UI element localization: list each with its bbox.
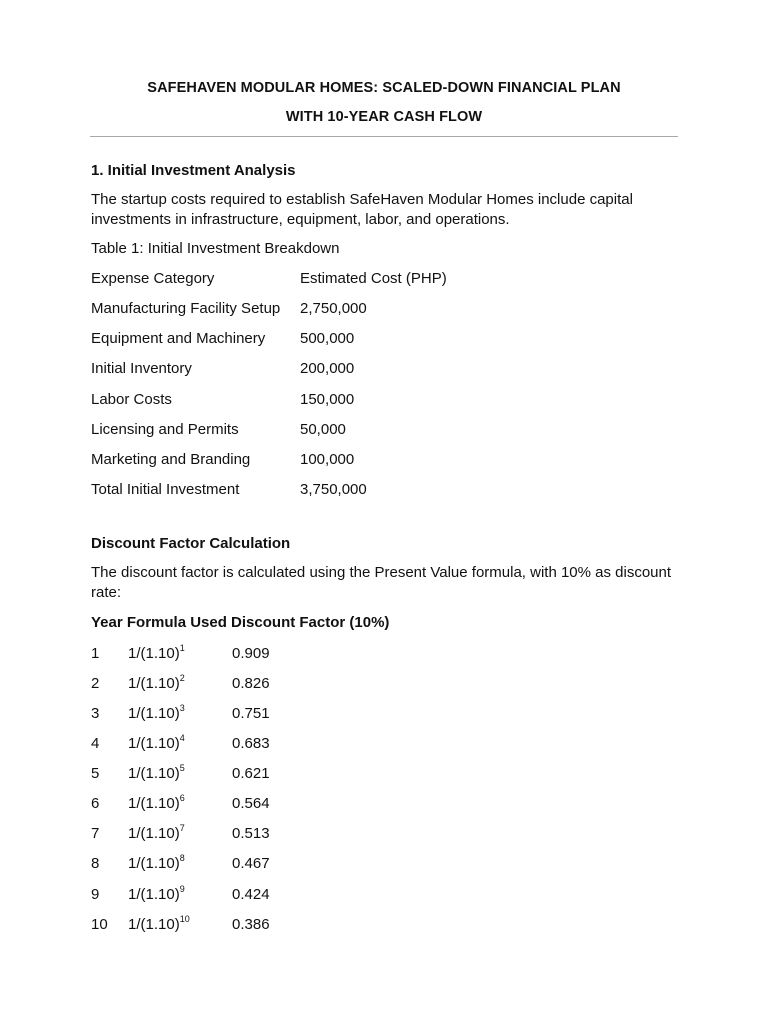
discount-row-formula: $1/(1.10)^1$ (128, 643, 185, 662)
formula-exponent: 6 (179, 793, 185, 803)
investment-row-cost: 50,000 (300, 421, 346, 438)
investment-row-cost: 100,000 (300, 451, 355, 468)
investment-row-category: Initial Inventory (91, 360, 192, 377)
section-1-heading: 1. Initial Investment Analysis (91, 162, 296, 179)
discount-row-year: 10 (91, 916, 108, 933)
discount-row-formula: $1/(1.10)^5$ (128, 763, 185, 782)
formula-exponent: 8 (179, 853, 185, 863)
investment-row-category: Manufacturing Facility Setup (91, 300, 281, 317)
investment-row-cost: 2,750,000 (300, 300, 367, 317)
discount-row-year: 9 (91, 886, 100, 903)
discount-row-year: 7 (91, 825, 100, 842)
investment-row-category: Licensing and Permits (91, 421, 239, 438)
investment-row-category: Marketing and Branding (91, 451, 251, 468)
document-title-line-1: SAFEHAVEN MODULAR HOMES: SCALED-DOWN FINANCIAL PLAN (147, 80, 621, 96)
investment-row-category: Labor Costs (91, 391, 172, 408)
discount-row-factor: 0.386 (232, 916, 270, 933)
discount-row-formula: $1/(1.10)^3$ (128, 703, 185, 722)
section-2-paragraph: The discount factor is calculated using the Present Value formula, with 10% as discount rate: (91, 564, 672, 601)
discount-row-formula: $1/(1.10)^9$ (128, 884, 185, 903)
discount-row-formula: $1/(1.10)^2$ (128, 673, 185, 692)
discount-row-factor: 0.683 (232, 735, 270, 752)
table-1-caption: Table 1: Initial Investment Breakdown (91, 240, 340, 257)
discount-row-year: 6 (91, 795, 100, 812)
discount-table-header: Year Formula Used Discount Factor (10%) (91, 614, 390, 631)
investment-row-cost: 150,000 (300, 391, 355, 408)
investment-header-category: Expense Category (91, 270, 215, 287)
investment-row-category: Equipment and Machinery (91, 330, 266, 347)
discount-row-factor: 0.909 (232, 645, 270, 662)
discount-row-factor: 0.467 (232, 855, 270, 872)
investment-row-cost: 500,000 (300, 330, 355, 347)
formula-exponent: 2 (179, 673, 185, 683)
discount-row-year: 3 (91, 705, 100, 722)
formula-exponent: 7 (179, 823, 185, 833)
discount-row-factor: 0.424 (232, 886, 270, 903)
discount-row-factor: 0.826 (232, 675, 270, 692)
formula-exponent: 3 (179, 703, 185, 713)
discount-row-formula: $1/(1.10)^7$ (128, 823, 185, 842)
discount-row-year: 8 (91, 855, 100, 872)
discount-row-formula: $1/(1.10)^{10}$ (128, 914, 190, 933)
discount-row-formula: $1/(1.10)^8$ (128, 853, 185, 872)
discount-row-year: 1 (91, 645, 100, 662)
investment-row-cost: 200,000 (300, 360, 355, 377)
discount-row-factor: 0.751 (232, 705, 270, 722)
discount-row-year: 2 (91, 675, 100, 692)
document-title-line-2: WITH 10-YEAR CASH FLOW (285, 109, 483, 125)
discount-row-formula: $1/(1.10)^6$ (128, 793, 185, 812)
discount-row-factor: 0.513 (232, 825, 270, 842)
section-2-heading: Discount Factor Calculation (91, 535, 291, 552)
formula-exponent: 4 (179, 733, 185, 743)
discount-row-factor: 0.621 (232, 765, 270, 782)
discount-row-year: 4 (91, 735, 100, 752)
formula-exponent: 1 (179, 643, 185, 653)
investment-header-cost: Estimated Cost (PHP) (300, 270, 447, 287)
discount-row-formula: $1/(1.10)^4$ (128, 733, 185, 752)
discount-row-factor: 0.564 (232, 795, 270, 812)
title-divider (90, 136, 678, 137)
section-1-paragraph: The startup costs required to establish SafeHaven Modular Homes include capital investments in infrastructure, equipment, labor, and operations. (91, 191, 633, 228)
discount-row-year: 5 (91, 765, 100, 782)
investment-total-value: 3,750,000 (300, 481, 367, 498)
formula-exponent: 9 (179, 884, 185, 894)
formula-exponent: 5 (179, 763, 185, 773)
formula-exponent: 10 (179, 914, 190, 924)
investment-total-label: Total Initial Investment (91, 481, 240, 498)
